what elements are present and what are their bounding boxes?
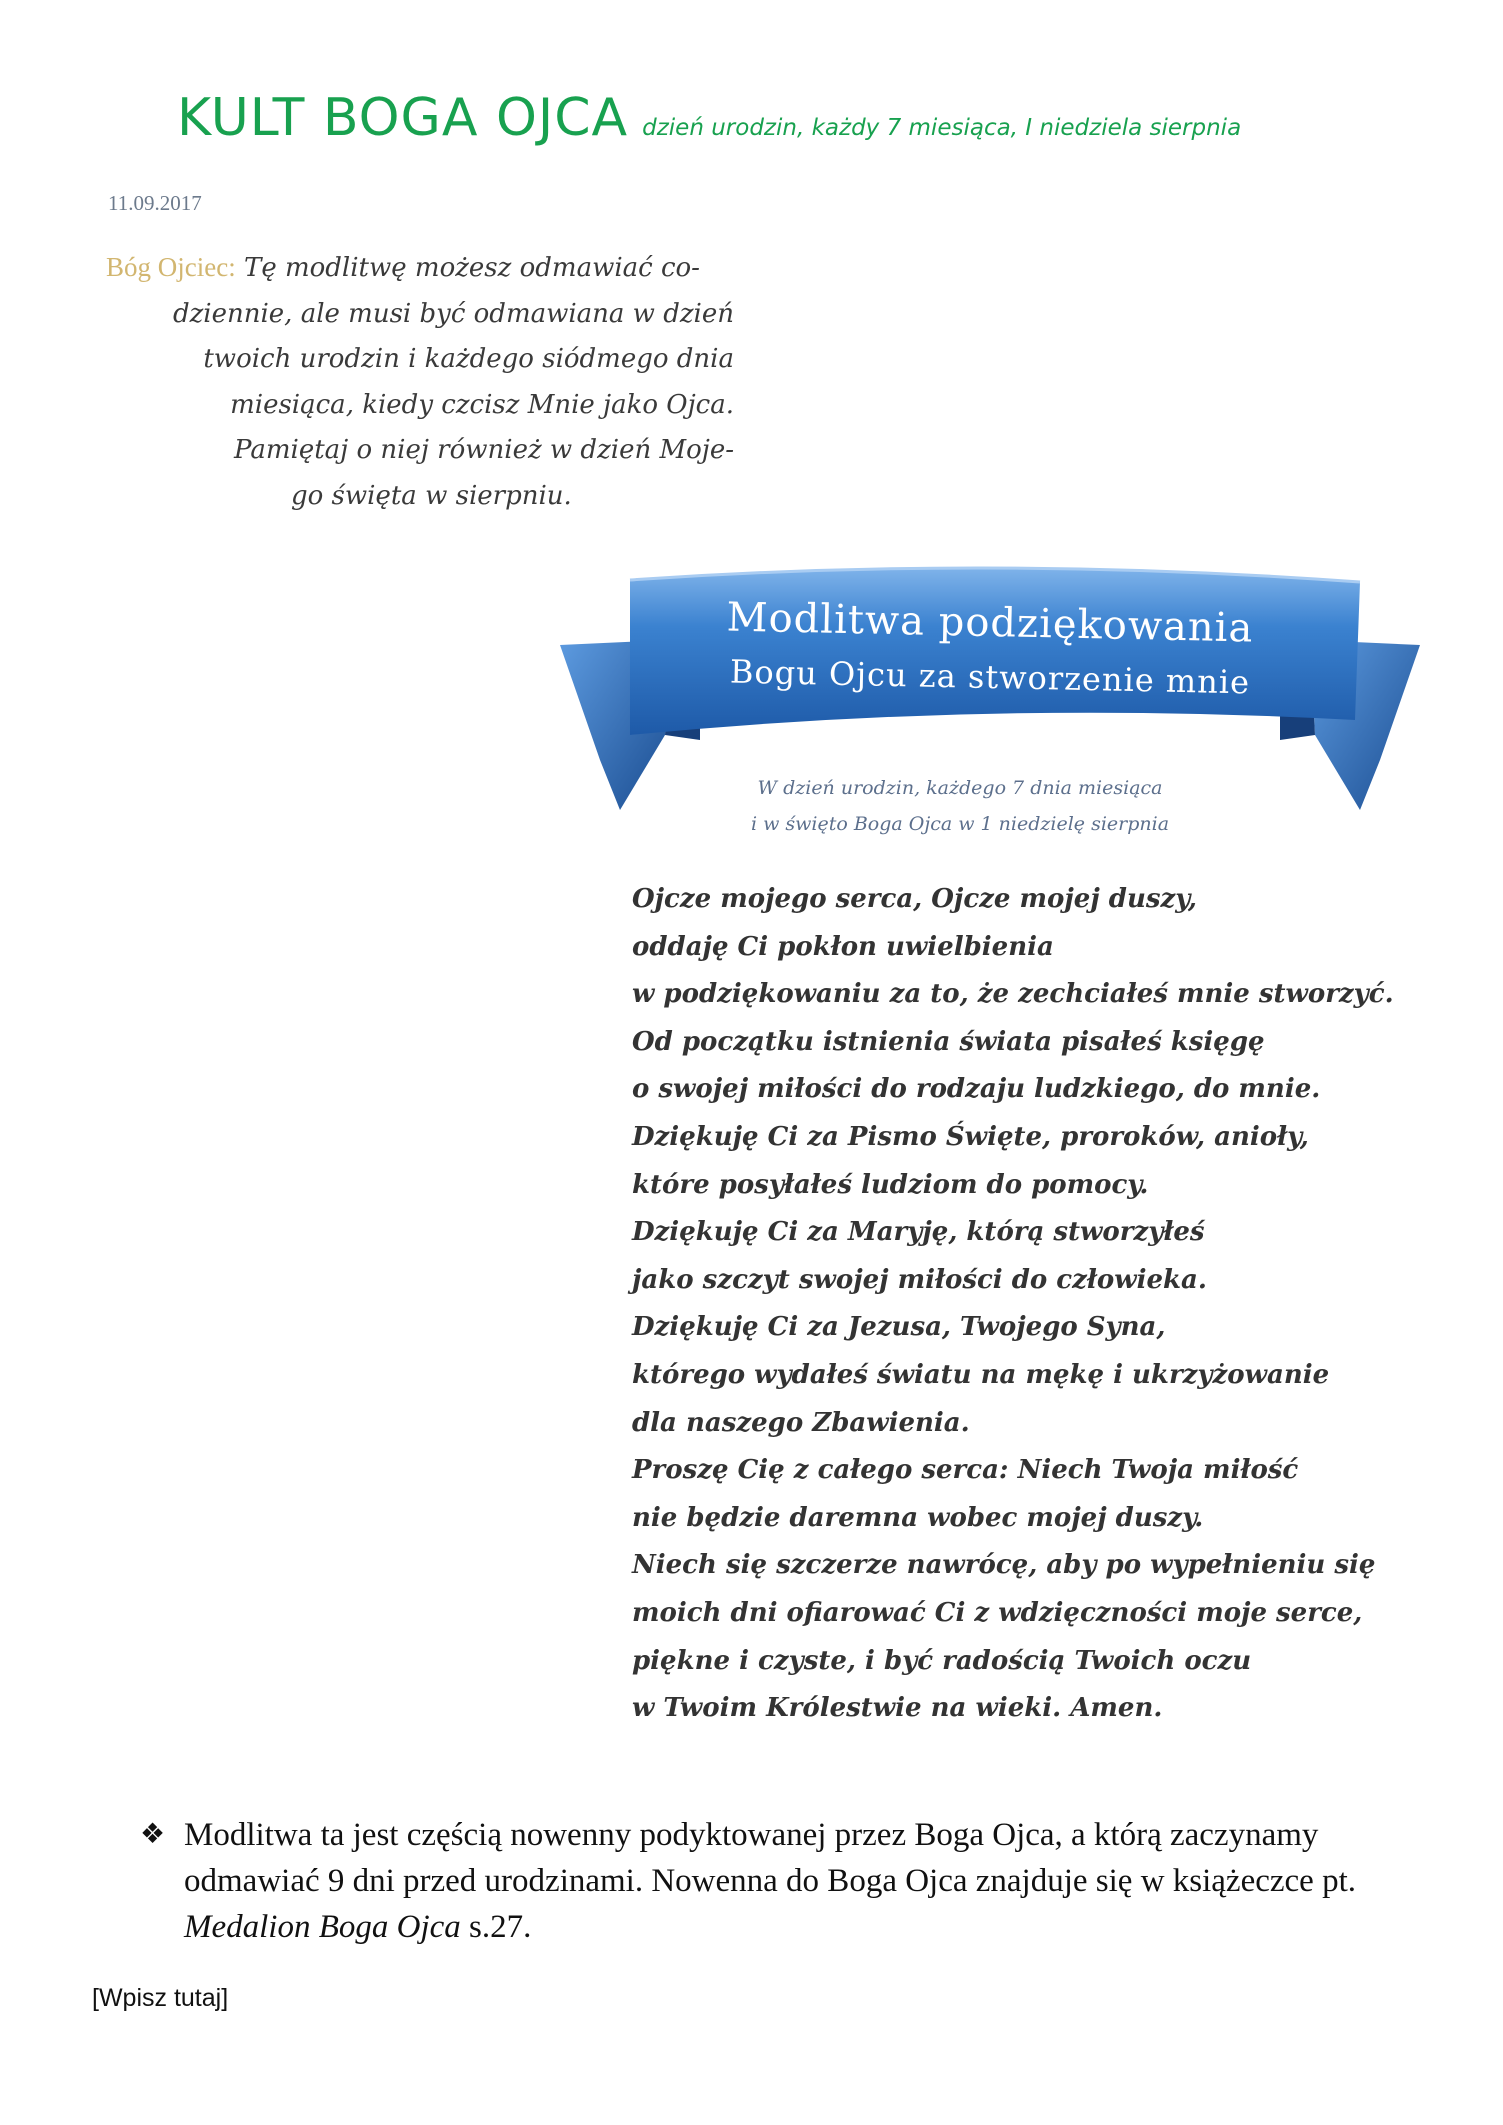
quote-line: go święta w sierpniu. bbox=[291, 480, 572, 511]
prayer-line: którego wydałeś światu na mękę i ukrzyżowanie bbox=[632, 1359, 1330, 1390]
prayer-line: w Twoim Królestwie na wieki. Amen. bbox=[632, 1693, 1163, 1724]
prayer-line: Dziękuję Ci za Jezusa, Twojego Syna, bbox=[632, 1312, 1166, 1343]
ribbon-title-line1: Modlitwa podziękowania bbox=[726, 594, 1254, 652]
prayer-line: Ojcze mojego serca, Ojcze mojej duszy, bbox=[632, 884, 1197, 914]
novena-note-text-before: Modlitwa ta jest częścią nowenny podyktowanej przez Boga Ojca, a którą zaczynamy odmawiać 9 dni przed urodzinami. Nowenna do Boga Ojca znajduje się w książeczce pt. bbox=[184, 1817, 1356, 1899]
prayer-line: piękne i czyste, i być radością Twoich oczu bbox=[632, 1645, 1252, 1676]
novena-note bbox=[140, 1812, 1400, 1950]
type-here-placeholder[interactable]: [Wpisz tutaj] bbox=[92, 1984, 229, 2012]
title-subtitle: dzień urodzin, każdy 7 miesiąca, I niedziela sierpnia bbox=[642, 115, 1242, 141]
quote-line: dziennie, ale musi być odmawiana w dzień bbox=[172, 298, 734, 329]
prayer-line: o swojej miłości do rodzaju ludzkiego, do mnie. bbox=[632, 1074, 1321, 1105]
quote-line: miesiąca, kiedy czcisz Mnie jako Ojca. bbox=[230, 389, 734, 420]
prayer-line: Proszę Cię z całego serca: Niech Twoja miłość bbox=[632, 1455, 1299, 1486]
god-father-quote bbox=[106, 245, 734, 519]
prayer-line: które posyłałeś ludziom do pomocy. bbox=[632, 1169, 1149, 1200]
prayer-line: Dziękuję Ci za Maryję, którą stworzyłeś bbox=[632, 1217, 1205, 1248]
prayer-text bbox=[632, 876, 1394, 1733]
prayer-line: jako szczyt swojej miłości do człowieka. bbox=[632, 1264, 1207, 1295]
novena-note-text-after: s.27. bbox=[460, 1909, 532, 1945]
prayer-subtitle bbox=[700, 770, 1220, 842]
prayer-line: moich dni ofiarować Ci z wdzięczności moje serce, bbox=[632, 1597, 1363, 1628]
quote-line: Pamiętaj o niej również w dzień Moje- bbox=[234, 435, 734, 465]
prayer-subtitle-line: W dzień urodzin, każdego 7 dnia miesiąca bbox=[757, 777, 1163, 799]
prayer-subtitle-line: i w święto Boga Ojca w 1 niedzielę sierpnia bbox=[750, 813, 1170, 835]
novena-note-text bbox=[184, 1812, 1400, 1950]
ribbon-title-line2: Bogu Ojcu za stworzenie mnie bbox=[729, 652, 1251, 702]
date-label: 11.09.2017 bbox=[108, 191, 202, 215]
page-title bbox=[177, 88, 1241, 148]
book-title: Medalion Boga Ojca bbox=[184, 1909, 461, 1945]
prayer-line: Niech się szczerze nawrócę, aby po wypełnieniu się bbox=[632, 1550, 1376, 1581]
prayer-line: w podziękowaniu za to, że zechciałeś mnie stworzyć. bbox=[632, 979, 1394, 1010]
title-main: KULT BOGA OJCA bbox=[177, 88, 629, 148]
quote-line bbox=[106, 245, 734, 292]
quote-line-text: Tę modlitwę możesz odmawiać co- bbox=[243, 253, 700, 283]
diamond-bullet-icon: ❖ bbox=[140, 1819, 166, 1850]
prayer-line: Od początku istnienia świata pisałeś księgę bbox=[632, 1026, 1265, 1057]
prayer-line: Dziękuję Ci za Pismo Święte, proroków, anioły, bbox=[632, 1121, 1309, 1152]
prayer-line: nie będzie daremna wobec mojej duszy. bbox=[632, 1502, 1204, 1533]
prayer-line: dla naszego Zbawienia. bbox=[632, 1407, 970, 1438]
quote-line: twoich urodzin i każdego siódmego dnia bbox=[203, 344, 734, 374]
quote-speaker: Bóg Ojciec: bbox=[106, 252, 236, 282]
prayer-line: oddaję Ci pokłon uwielbienia bbox=[632, 931, 1054, 962]
